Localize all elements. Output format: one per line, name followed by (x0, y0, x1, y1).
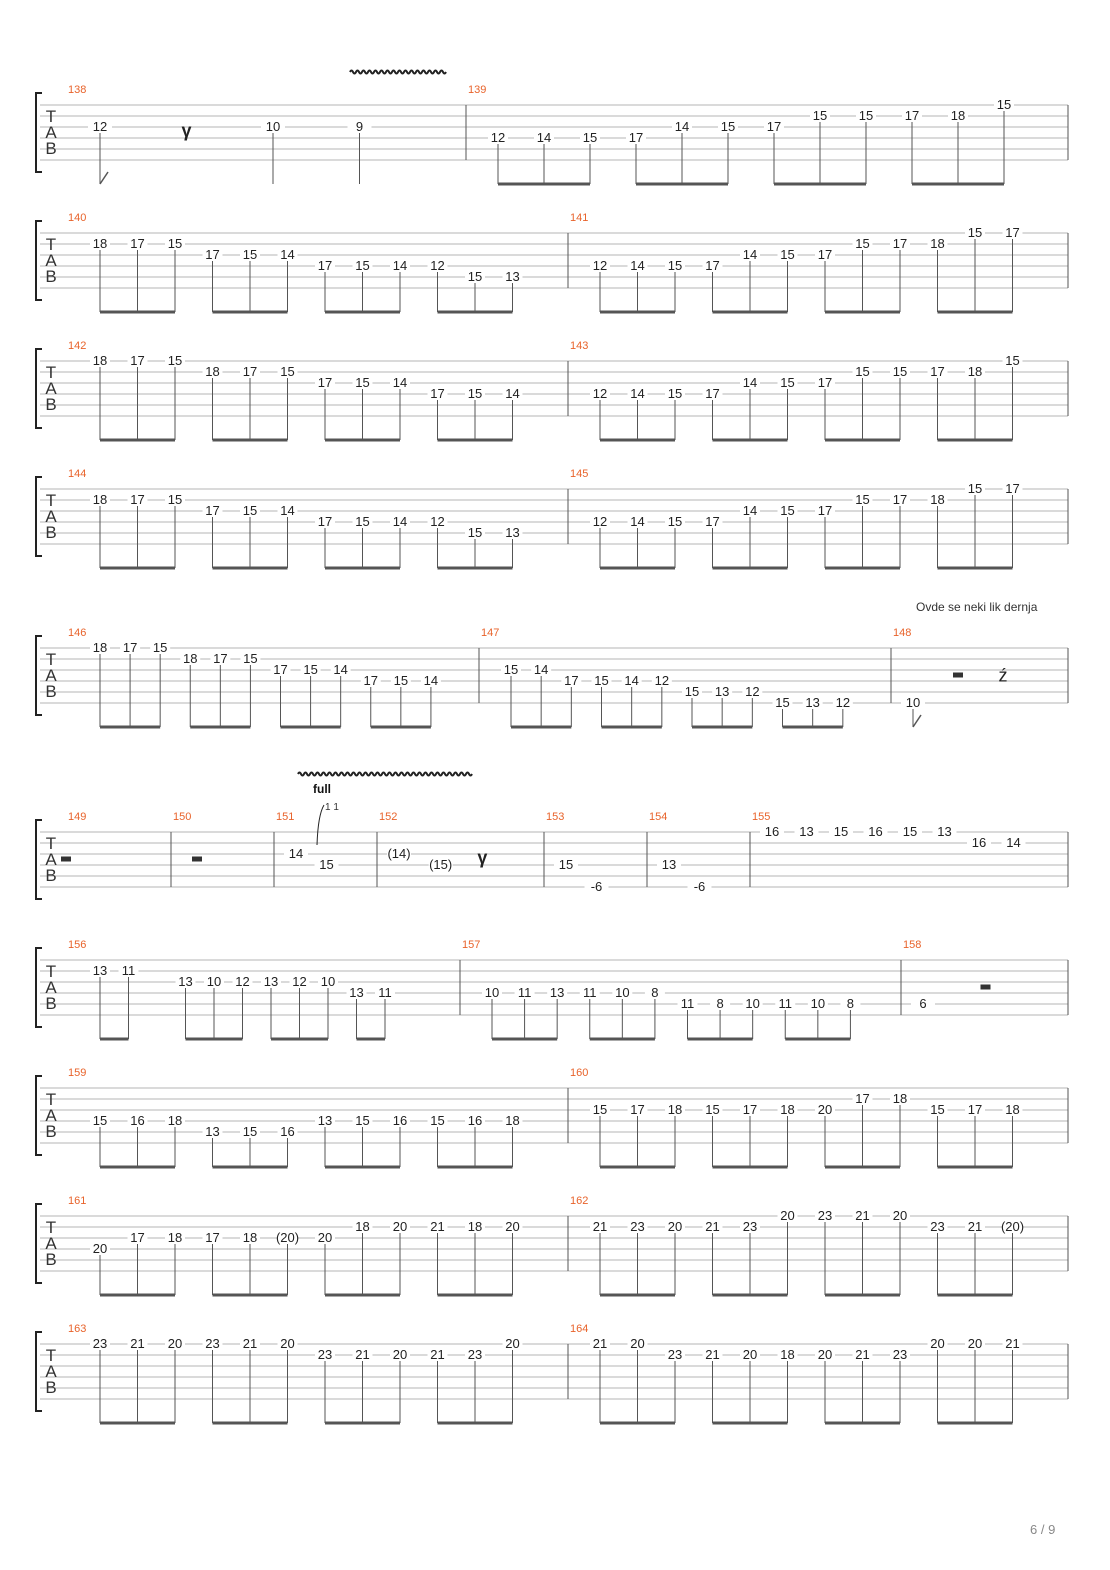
fret-number: 15 (594, 673, 609, 688)
tab-clef-letter: T (45, 107, 57, 126)
measure-number: 163 (68, 1323, 87, 1335)
fret-number: 20 (967, 1336, 983, 1351)
fret-number: 21 (705, 1347, 720, 1362)
rest-whole (192, 857, 202, 862)
fret-number: 18 (780, 1102, 795, 1117)
fret-number: 23 (817, 1208, 833, 1223)
fret-number: 20 (892, 1208, 908, 1223)
fret-number: 17 (705, 386, 720, 401)
fret-number: 15 (243, 651, 258, 666)
fret-number: -6 (693, 879, 706, 894)
fret-number: 14 (674, 119, 690, 134)
fret-number: 17 (1005, 225, 1020, 240)
measure-number: 161 (68, 1195, 87, 1207)
fret-number: 15 (855, 236, 870, 251)
fret-number: 23 (205, 1336, 220, 1351)
fret-number: 17 (122, 640, 138, 655)
fret-number: 17 (130, 1230, 145, 1245)
fret-number: 17 (205, 1230, 220, 1245)
fret-number: 11 (517, 985, 532, 1000)
fret-number: 15 (967, 481, 983, 496)
vibrato-mark (350, 71, 446, 74)
fret-number: (14) (387, 846, 411, 861)
fret-number: 13 (805, 695, 820, 710)
measure-number: 160 (570, 1067, 589, 1079)
fret-number: 17 (766, 119, 782, 134)
measure-number: 154 (649, 811, 668, 823)
fret-number: 17 (363, 673, 378, 688)
fret-number: 18 (92, 492, 108, 507)
fret-number: 14 (333, 662, 348, 677)
bend-amount: 1 1 (325, 802, 339, 813)
fret-number: 11 (121, 963, 136, 978)
fret-number: 14 (742, 247, 758, 262)
fret-number: 17 (317, 514, 333, 529)
fret-number: 20 (817, 1102, 833, 1117)
fret-number: 18 (167, 1113, 183, 1128)
fret-number: 17 (628, 130, 644, 145)
measure-number: 152 (379, 811, 398, 823)
note-flag (913, 715, 921, 727)
fret-number: 15 (467, 269, 483, 284)
measure-number: 151 (276, 811, 295, 823)
fret-number: 15 (858, 108, 874, 123)
tab-clef-letter: B (45, 1122, 57, 1141)
tab-clef-letter: T (45, 834, 57, 853)
fret-number: 17 (130, 353, 145, 368)
tab-clef-letter: B (45, 1378, 57, 1397)
fret-number: 15 (558, 857, 574, 872)
fret-number: 16 (392, 1113, 408, 1128)
fret-number: 18 (892, 1091, 908, 1106)
fret-number: 20 (505, 1336, 520, 1351)
fret-number: 18 (967, 364, 983, 379)
fret-number: 10 (745, 996, 760, 1011)
annotation-text: Ovde se neki lik dernja (916, 600, 1038, 614)
fret-number: 23 (930, 1219, 945, 1234)
fret-number: 14 (505, 386, 520, 401)
fret-number: 13 (661, 857, 677, 872)
measure-number: 138 (68, 84, 87, 96)
fret-number: 20 (780, 1208, 795, 1223)
tab-clef-letter: A (45, 379, 57, 398)
measure-number: 164 (570, 1323, 589, 1335)
vibrato-mark (298, 773, 472, 776)
fret-number: 14 (288, 846, 304, 861)
fret-number: 14 (280, 503, 295, 518)
fret-number: 12 (235, 974, 250, 989)
tab-clef-letter: B (45, 139, 57, 158)
fret-number: 14 (1006, 835, 1021, 850)
fret-number: 15 (467, 386, 483, 401)
fret-number: 17 (892, 236, 908, 251)
fret-number: 14 (392, 375, 408, 390)
fret-number: 18 (92, 640, 108, 655)
fret-number: 15 (667, 258, 683, 273)
fret-number: 20 (317, 1230, 333, 1245)
fret-number: 12 (592, 386, 608, 401)
fret-number: 13 (263, 974, 279, 989)
fret-number: 10 (320, 974, 336, 989)
fret-number: 15 (1005, 353, 1020, 368)
tab-clef-letter: B (45, 1250, 57, 1269)
fret-number: 21 (242, 1336, 258, 1351)
fret-number: 11 (583, 985, 597, 1000)
measure-number: 148 (893, 627, 912, 639)
measure-number: 156 (68, 939, 87, 951)
bend-label: full (313, 782, 331, 796)
fret-number: 21 (967, 1219, 983, 1234)
fret-number: 17 (892, 492, 908, 507)
measure-number: 153 (546, 811, 565, 823)
fret-number: 16 (971, 835, 987, 850)
fret-number: 18 (950, 108, 966, 123)
fret-number: 18 (467, 1219, 483, 1234)
fret-number: 23 (317, 1347, 333, 1362)
bend-arrow (317, 805, 324, 845)
tab-clef-letter: T (45, 1218, 57, 1237)
fret-number: 12 (292, 974, 307, 989)
rest-half (953, 673, 963, 678)
rest-whole (61, 857, 71, 862)
fret-number: 15 (167, 236, 183, 251)
tab-clef-letter: A (45, 850, 57, 869)
fret-number: 12 (654, 673, 670, 688)
fret-number: 17 (273, 662, 288, 677)
fret-number: 16 (467, 1113, 483, 1128)
fret-number: 20 (392, 1347, 408, 1362)
tab-clef-letter: A (45, 507, 57, 526)
fret-number: 8 (846, 996, 855, 1011)
fret-number: 15 (902, 824, 918, 839)
measure-number: 146 (68, 627, 87, 639)
fret-number: 21 (855, 1208, 870, 1223)
fret-number: 18 (242, 1230, 258, 1245)
measure-number: 143 (570, 340, 589, 352)
measure-number: 157 (462, 939, 481, 951)
page-number: 6 / 9 (1030, 1522, 1056, 1537)
fret-number: 10 (206, 974, 222, 989)
fret-number: 18 (1005, 1102, 1020, 1117)
fret-number: 17 (317, 258, 333, 273)
fret-number: 14 (630, 514, 645, 529)
fret-number: 20 (392, 1219, 408, 1234)
fret-number: 17 (930, 364, 945, 379)
fret-number: 14 (630, 386, 645, 401)
fret-number: 15 (242, 247, 258, 262)
tab-clef-letter: T (45, 962, 57, 981)
fret-number: 12 (592, 258, 608, 273)
fret-number: 17 (817, 375, 833, 390)
fret-number: 17 (213, 651, 228, 666)
tab-clef-letter: A (45, 1234, 57, 1253)
fret-number: 18 (205, 364, 220, 379)
tab-clef-letter: T (45, 1346, 57, 1365)
measure-number: 159 (68, 1067, 87, 1079)
tab-clef-letter: B (45, 866, 57, 885)
fret-number: 15 (780, 503, 795, 518)
fret-number: 13 (549, 985, 565, 1000)
fret-number: 20 (630, 1336, 645, 1351)
fret-number: 15 (355, 375, 370, 390)
fret-number: 17 (130, 492, 145, 507)
fret-number: 16 (130, 1113, 145, 1128)
fret-number: 16 (280, 1124, 295, 1139)
fret-number: 14 (280, 247, 295, 262)
fret-number: 15 (242, 1124, 258, 1139)
fret-number: 15 (780, 375, 795, 390)
fret-number: 15 (152, 640, 168, 655)
fret-number: 20 (667, 1219, 683, 1234)
tab-clef-letter: T (45, 491, 57, 510)
tab-clef-letter: T (45, 235, 57, 254)
fret-number: 13 (349, 985, 364, 1000)
fret-number: 18 (355, 1219, 370, 1234)
fret-number: 13 (205, 1124, 220, 1139)
fret-number: 9 (355, 119, 364, 134)
fret-number: 14 (423, 673, 439, 688)
fret-number: 15 (667, 386, 683, 401)
fret-number: 15 (996, 97, 1012, 112)
fret-number: 23 (667, 1347, 683, 1362)
fret-number: 15 (780, 247, 795, 262)
fret-number: 17 (742, 1102, 758, 1117)
fret-number: 20 (167, 1336, 183, 1351)
tab-clef-letter: A (45, 1106, 57, 1125)
fret-number: 15 (855, 364, 870, 379)
fret-number: 17 (1005, 481, 1020, 496)
fret-number: 17 (904, 108, 920, 123)
rest-eighth: γ (181, 120, 192, 141)
fret-number: 10 (810, 996, 826, 1011)
fret-number: 23 (892, 1347, 908, 1362)
fret-number: 10 (265, 119, 281, 134)
fret-number: 21 (592, 1336, 608, 1351)
fret-number: 8 (651, 985, 659, 1000)
fret-number: 20 (505, 1219, 520, 1234)
fret-number: 21 (1005, 1336, 1020, 1351)
fret-number: 10 (905, 695, 921, 710)
measure-number: 142 (68, 340, 87, 352)
tab-clef-letter: B (45, 267, 57, 286)
measure-number: 145 (570, 468, 589, 480)
fret-number: 15 (355, 514, 370, 529)
tab-clef-letter: A (45, 978, 57, 997)
fret-number: 21 (130, 1336, 145, 1351)
fret-number: 6 (919, 996, 927, 1011)
fret-number: 13 (714, 684, 730, 699)
measure-number: 139 (468, 84, 487, 96)
fret-number: 23 (742, 1219, 758, 1234)
fret-number: 13 (92, 963, 108, 978)
fret-number: 15 (280, 364, 295, 379)
fret-number: 23 (467, 1347, 483, 1362)
tab-clef-letter: A (45, 123, 57, 142)
tab-clef-letter: A (45, 666, 57, 685)
fret-number: 15 (582, 130, 598, 145)
measure-number: 144 (68, 468, 87, 480)
fret-number: 15 (303, 662, 318, 677)
fret-number: 10 (484, 985, 500, 1000)
fret-number: 15 (467, 525, 483, 540)
fret-number: 15 (503, 662, 519, 677)
measure-number: 150 (173, 811, 192, 823)
fret-number: 20 (817, 1347, 833, 1362)
tab-clef-letter: A (45, 1362, 57, 1381)
fret-number: 16 (868, 824, 883, 839)
fret-number: 18 (930, 236, 945, 251)
fret-number: 14 (533, 662, 549, 677)
fret-number: 18 (183, 651, 198, 666)
fret-number: 15 (393, 673, 409, 688)
fret-number: 12 (592, 514, 608, 529)
fret-number: 17 (130, 236, 145, 251)
fret-number: 20 (280, 1336, 295, 1351)
fret-number: 23 (630, 1219, 645, 1234)
fret-number: 15 (812, 108, 828, 123)
fret-number: 12 (430, 258, 445, 273)
fret-number: 21 (355, 1347, 370, 1362)
fret-number: 14 (742, 503, 758, 518)
tab-clef-letter: B (45, 682, 57, 701)
fret-number: 13 (505, 269, 520, 284)
fret-number: 18 (505, 1113, 520, 1128)
fret-number: 15 (319, 857, 334, 872)
fret-number: 20 (92, 1241, 108, 1256)
note-flag (100, 172, 108, 184)
fret-number: 15 (355, 258, 370, 273)
fret-number: 17 (242, 364, 258, 379)
fret-number: 15 (775, 695, 790, 710)
fret-number: 11 (378, 985, 392, 1000)
fret-number: 14 (536, 130, 552, 145)
fret-number: 15 (967, 225, 983, 240)
fret-number: 15 (167, 492, 183, 507)
fret-number: 18 (92, 353, 108, 368)
fret-number: 17 (705, 258, 720, 273)
fret-number: 17 (205, 503, 220, 518)
fret-number: 18 (930, 492, 945, 507)
fret-number: 18 (667, 1102, 683, 1117)
fret-number: 15 (930, 1102, 945, 1117)
fret-number: 15 (892, 364, 908, 379)
fret-number: 17 (817, 503, 833, 518)
tab-clef-letter: B (45, 523, 57, 542)
fret-number: 13 (937, 824, 952, 839)
fret-number: 15 (167, 353, 183, 368)
fret-number: 15 (667, 514, 683, 529)
fret-number: 18 (92, 236, 108, 251)
measure-number: 155 (752, 811, 771, 823)
fret-number: 13 (505, 525, 520, 540)
fret-number: 17 (205, 247, 220, 262)
fret-number: 10 (615, 985, 630, 1000)
fret-number: 12 (430, 514, 445, 529)
measure-number: 140 (68, 212, 87, 224)
fret-number: 11 (680, 996, 695, 1011)
fret-number: 14 (624, 673, 639, 688)
tab-clef-letter: T (45, 1090, 57, 1109)
measure-number: 162 (570, 1195, 589, 1207)
fret-number: 18 (780, 1347, 795, 1362)
fret-number: 20 (930, 1336, 945, 1351)
fret-number: 20 (742, 1347, 758, 1362)
measure-number: 158 (903, 939, 922, 951)
fret-number: 15 (833, 824, 849, 839)
fret-number: 15 (242, 503, 258, 518)
fret-number: 15 (705, 1102, 720, 1117)
fret-number: 21 (855, 1347, 870, 1362)
rest-quarter: ź (998, 665, 1008, 686)
fret-number: 15 (592, 1102, 608, 1117)
fret-number: 21 (430, 1219, 445, 1234)
fret-number: (20) (275, 1230, 300, 1245)
fret-number: 17 (564, 673, 579, 688)
fret-number: (15) (429, 857, 453, 872)
fret-number: 23 (92, 1336, 108, 1351)
fret-number: (20) (1000, 1219, 1025, 1234)
tab-clef-letter: A (45, 251, 57, 270)
fret-number: 14 (742, 375, 758, 390)
fret-number: 21 (592, 1219, 608, 1234)
rest-eighth: γ (477, 847, 488, 868)
fret-number: 15 (684, 684, 700, 699)
fret-number: 12 (92, 119, 108, 134)
fret-number: 17 (817, 247, 833, 262)
fret-number: -6 (590, 879, 603, 894)
fret-number: 17 (967, 1102, 983, 1117)
fret-number: 15 (355, 1113, 370, 1128)
fret-number: 17 (430, 386, 445, 401)
fret-number: 13 (178, 974, 193, 989)
fret-number: 15 (855, 492, 870, 507)
fret-number: 12 (835, 695, 851, 710)
measure-number: 147 (481, 627, 500, 639)
fret-number: 13 (317, 1113, 333, 1128)
rest-half (981, 985, 991, 990)
fret-number: 15 (720, 119, 736, 134)
fret-number: 16 (764, 824, 780, 839)
fret-number: 17 (630, 1102, 645, 1117)
fret-number: 11 (778, 996, 792, 1011)
fret-number: 8 (716, 996, 724, 1011)
fret-number: 13 (799, 824, 814, 839)
fret-number: 17 (705, 514, 720, 529)
fret-number: 15 (430, 1113, 445, 1128)
measure-number: 149 (68, 811, 87, 823)
fret-number: 21 (430, 1347, 445, 1362)
fret-number: 17 (317, 375, 333, 390)
fret-number: 12 (490, 130, 506, 145)
tab-clef-letter: T (45, 650, 57, 669)
measure-number: 141 (570, 212, 589, 224)
tab-clef-letter: T (45, 363, 57, 382)
fret-number: 15 (92, 1113, 108, 1128)
fret-number: 14 (630, 258, 645, 273)
fret-number: 17 (855, 1091, 870, 1106)
fret-number: 12 (745, 684, 760, 699)
fret-number: 21 (705, 1219, 720, 1234)
tab-clef-letter: B (45, 395, 57, 414)
fret-number: 14 (392, 514, 408, 529)
tab-clef-letter: B (45, 994, 57, 1013)
fret-number: 14 (392, 258, 408, 273)
fret-number: 18 (167, 1230, 183, 1245)
